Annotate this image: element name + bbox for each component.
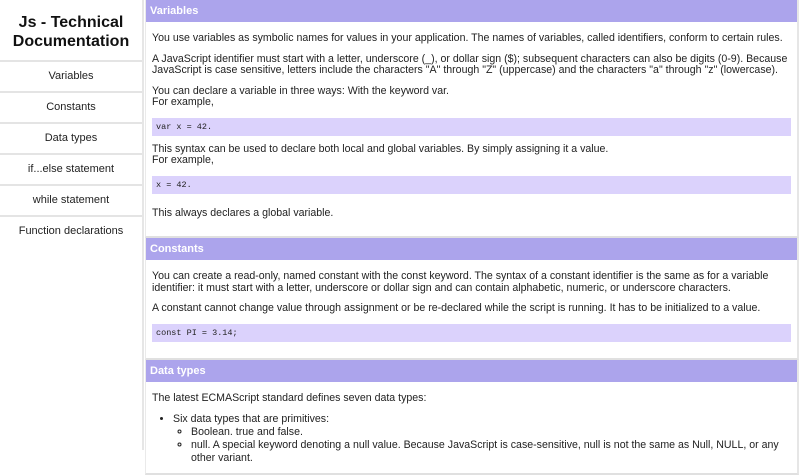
text: Six data types that are primitives: [173,413,329,425]
text: For example, [152,154,214,166]
section-body [146,260,797,358]
nav-title: Js - Technical Documentation [0,0,142,60]
paragraph [152,144,791,167]
nav-link-if-else-statement[interactable]: if...else statement [0,153,142,184]
section-header: Data types [146,360,797,382]
paragraph: This always declares a global variable. [152,208,791,220]
paragraph [152,86,791,109]
section-data-types [145,360,799,475]
paragraph: You use variables as symbolic names for values in your application. The names of variables, called identifiers, conform to certain rules. [152,33,791,45]
data-types-list [152,413,791,465]
nav-link-while-statement[interactable]: while statement [0,184,142,215]
main-doc [145,0,799,475]
section-header: Variables [146,0,797,22]
nav-list [0,60,142,246]
section-body [146,382,797,474]
paragraph: You can create a read-only, named constant with the const keyword. The syntax of a constant identifier is the same as for a variable identifier: it must start with a letter, underscore or dollar sign and can contain alphabetic, numeric, or underscore characters. [152,271,791,294]
code-block: var x = 42. [152,118,791,136]
list-item: ◦ Boolean. true and false. [191,426,791,439]
text: This syntax can be used to declare both local and global variables. By simply assigning it a value. [152,143,608,155]
text: For example, [152,96,214,108]
paragraph: A JavaScript identifier must start with a letter, underscore (_), or dollar sign ($); subsequent characters can also be digits (0-9). Because JavaScript is case sensitive, letters include the characters "A" through "Z" (uppercase) and the characters "a" through "z" (lowercase). [152,54,791,77]
section-constants [145,238,799,360]
primitives-list [173,426,791,465]
nav-link-variables[interactable]: Variables [0,60,142,91]
nav-link-function-declarations[interactable]: Function declarations [0,215,142,246]
section-header: Constants [146,238,797,260]
code-block: x = 42. [152,176,791,194]
nav-link-constants[interactable]: Constants [0,91,142,122]
paragraph: A constant cannot change value through assignment or be re-declared while the script is running. It has to be initialized to a value. [152,303,791,315]
section-body [146,22,797,236]
list-item: ◦ null. A special keyword denoting a null value. Because JavaScript is case-sensitive, null is not the same as Null, NULL, or any other variant. [191,439,791,465]
nav-link-data-types[interactable]: Data types [0,122,142,153]
navbar [0,0,144,450]
section-variables [145,0,799,238]
text: You can declare a variable in three ways: With the keyword var. [152,85,449,97]
paragraph: The latest ECMAScript standard defines seven data types: [152,393,791,405]
code-block: const PI = 3.14; [152,324,791,342]
list-item [173,413,791,465]
